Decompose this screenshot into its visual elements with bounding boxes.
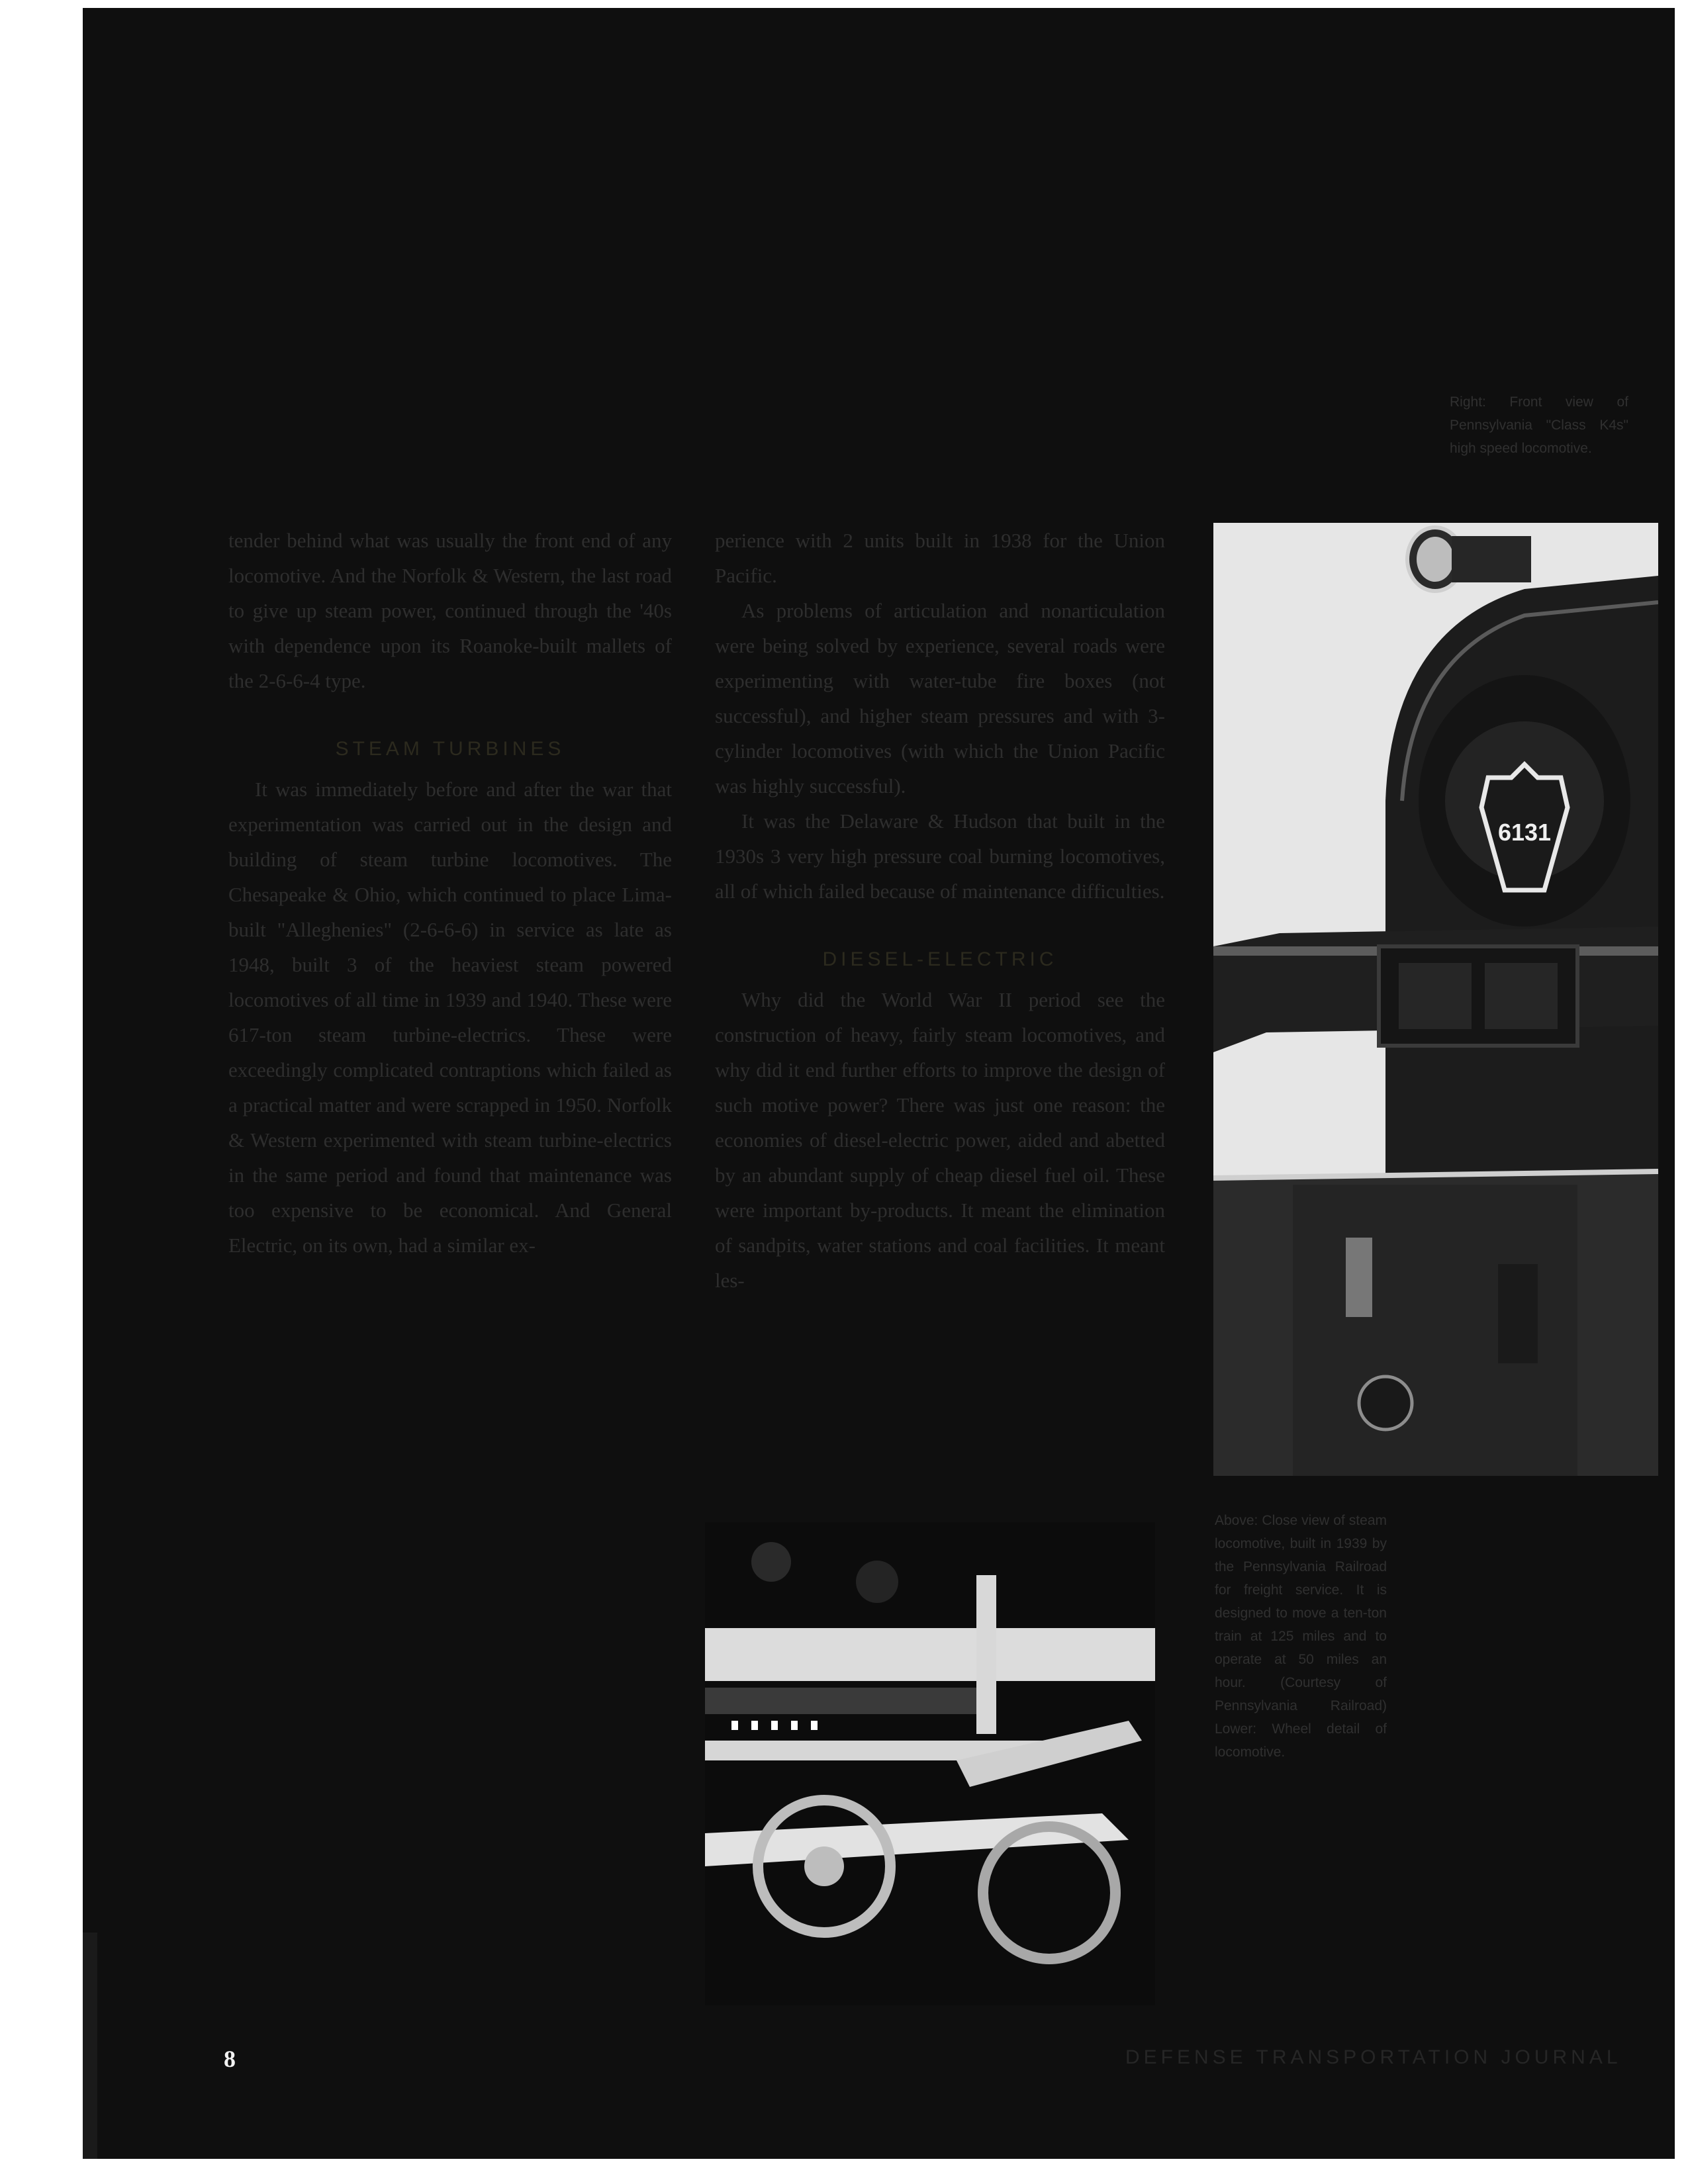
page-number: 8 — [224, 2046, 236, 2072]
photo-caption-right: Right: Front view of Pennsylvania "Class K4s" high speed locomotive. — [1450, 394, 1628, 456]
engine-number: 6131 — [1497, 819, 1552, 846]
valve-gear-photo — [705, 1522, 1155, 2005]
paragraph: tender behind what was usually the front end of any locomotive. And the Norfolk & Western, the last road to give up steam power, continued through the '40s with dependence upon its Roanoke-built mallets of the 2-6-6-4 type. — [228, 529, 672, 692]
locomotive-front-photo — [1213, 523, 1658, 1476]
valve-gear-illustration — [705, 1522, 1155, 2005]
text-column-left — [228, 523, 672, 1263]
paragraph: As problems of articulation and nonarticulation were being solved by experience, several roads were experimenting with water-tube fire boxes (not successful), and higher steam pressures and with 3-cylinder locomotives (with which the Union Pacific was highly successful). — [715, 599, 1165, 797]
page-edge — [83, 1933, 97, 2159]
text-column-middle — [715, 523, 1165, 1298]
running-head: DEFENSE TRANSPORTATION JOURNAL — [1125, 2046, 1622, 2068]
photo-caption-below: Above: Close view of steam locomotive, built in 1939 by the Pennsylvania Railroad for freight service. It is designed to move a ten-ton train at 125 miles and to operate at 50 miles an hour. (Courtesy of Pennsylvania Railroad) Lower: Wheel detail of locomotive. — [1215, 1513, 1387, 1760]
locomotive-illustration — [1213, 523, 1658, 1476]
paragraph: Why did the World War II period see the construction of heavy, fairly steam locomotives, and why did it end further efforts to improve the design of such motive power? There was just one reason: the economies of diesel-electric power, aided and abetted by an abundant supply of cheap diesel fuel oil. These were important by-products. It meant the elimination of sandpits, water stations and coal facilities. It meant les- — [715, 988, 1165, 1292]
section-heading-steam-turbines: STEAM TURBINES — [335, 738, 565, 760]
paragraph: It was the Delaware & Hudson that built in the 1930s 3 very high pressure coal burning locomotives, all of which failed because of maintenance difficulties. — [715, 809, 1165, 903]
section-heading-diesel-electric: DIESEL-ELECTRIC — [822, 948, 1058, 970]
paragraph: perience with 2 units built in 1938 for the Union Pacific. — [715, 529, 1165, 587]
paragraph: It was immediately before and after the war that experimentation was carried out in the design and building of steam turbine locomotives. The Chesapeake & Ohio, which continued to place Lima-built "Alleghenies" (2-6-6-6) in service as late as 1948, built 3 of the heaviest steam powered locomotives of all time in 1939 and 1940. These were 617-ton steam turbine-electrics. These were exceedingly complicated contraptions which failed as a practical matter and were scrapped in 1950. Norfolk & Western experimented with steam turbine-electrics in the same period and found that maintenance was too expensive to be economical. And General Electric, on its own, had a similar ex- — [228, 778, 672, 1257]
